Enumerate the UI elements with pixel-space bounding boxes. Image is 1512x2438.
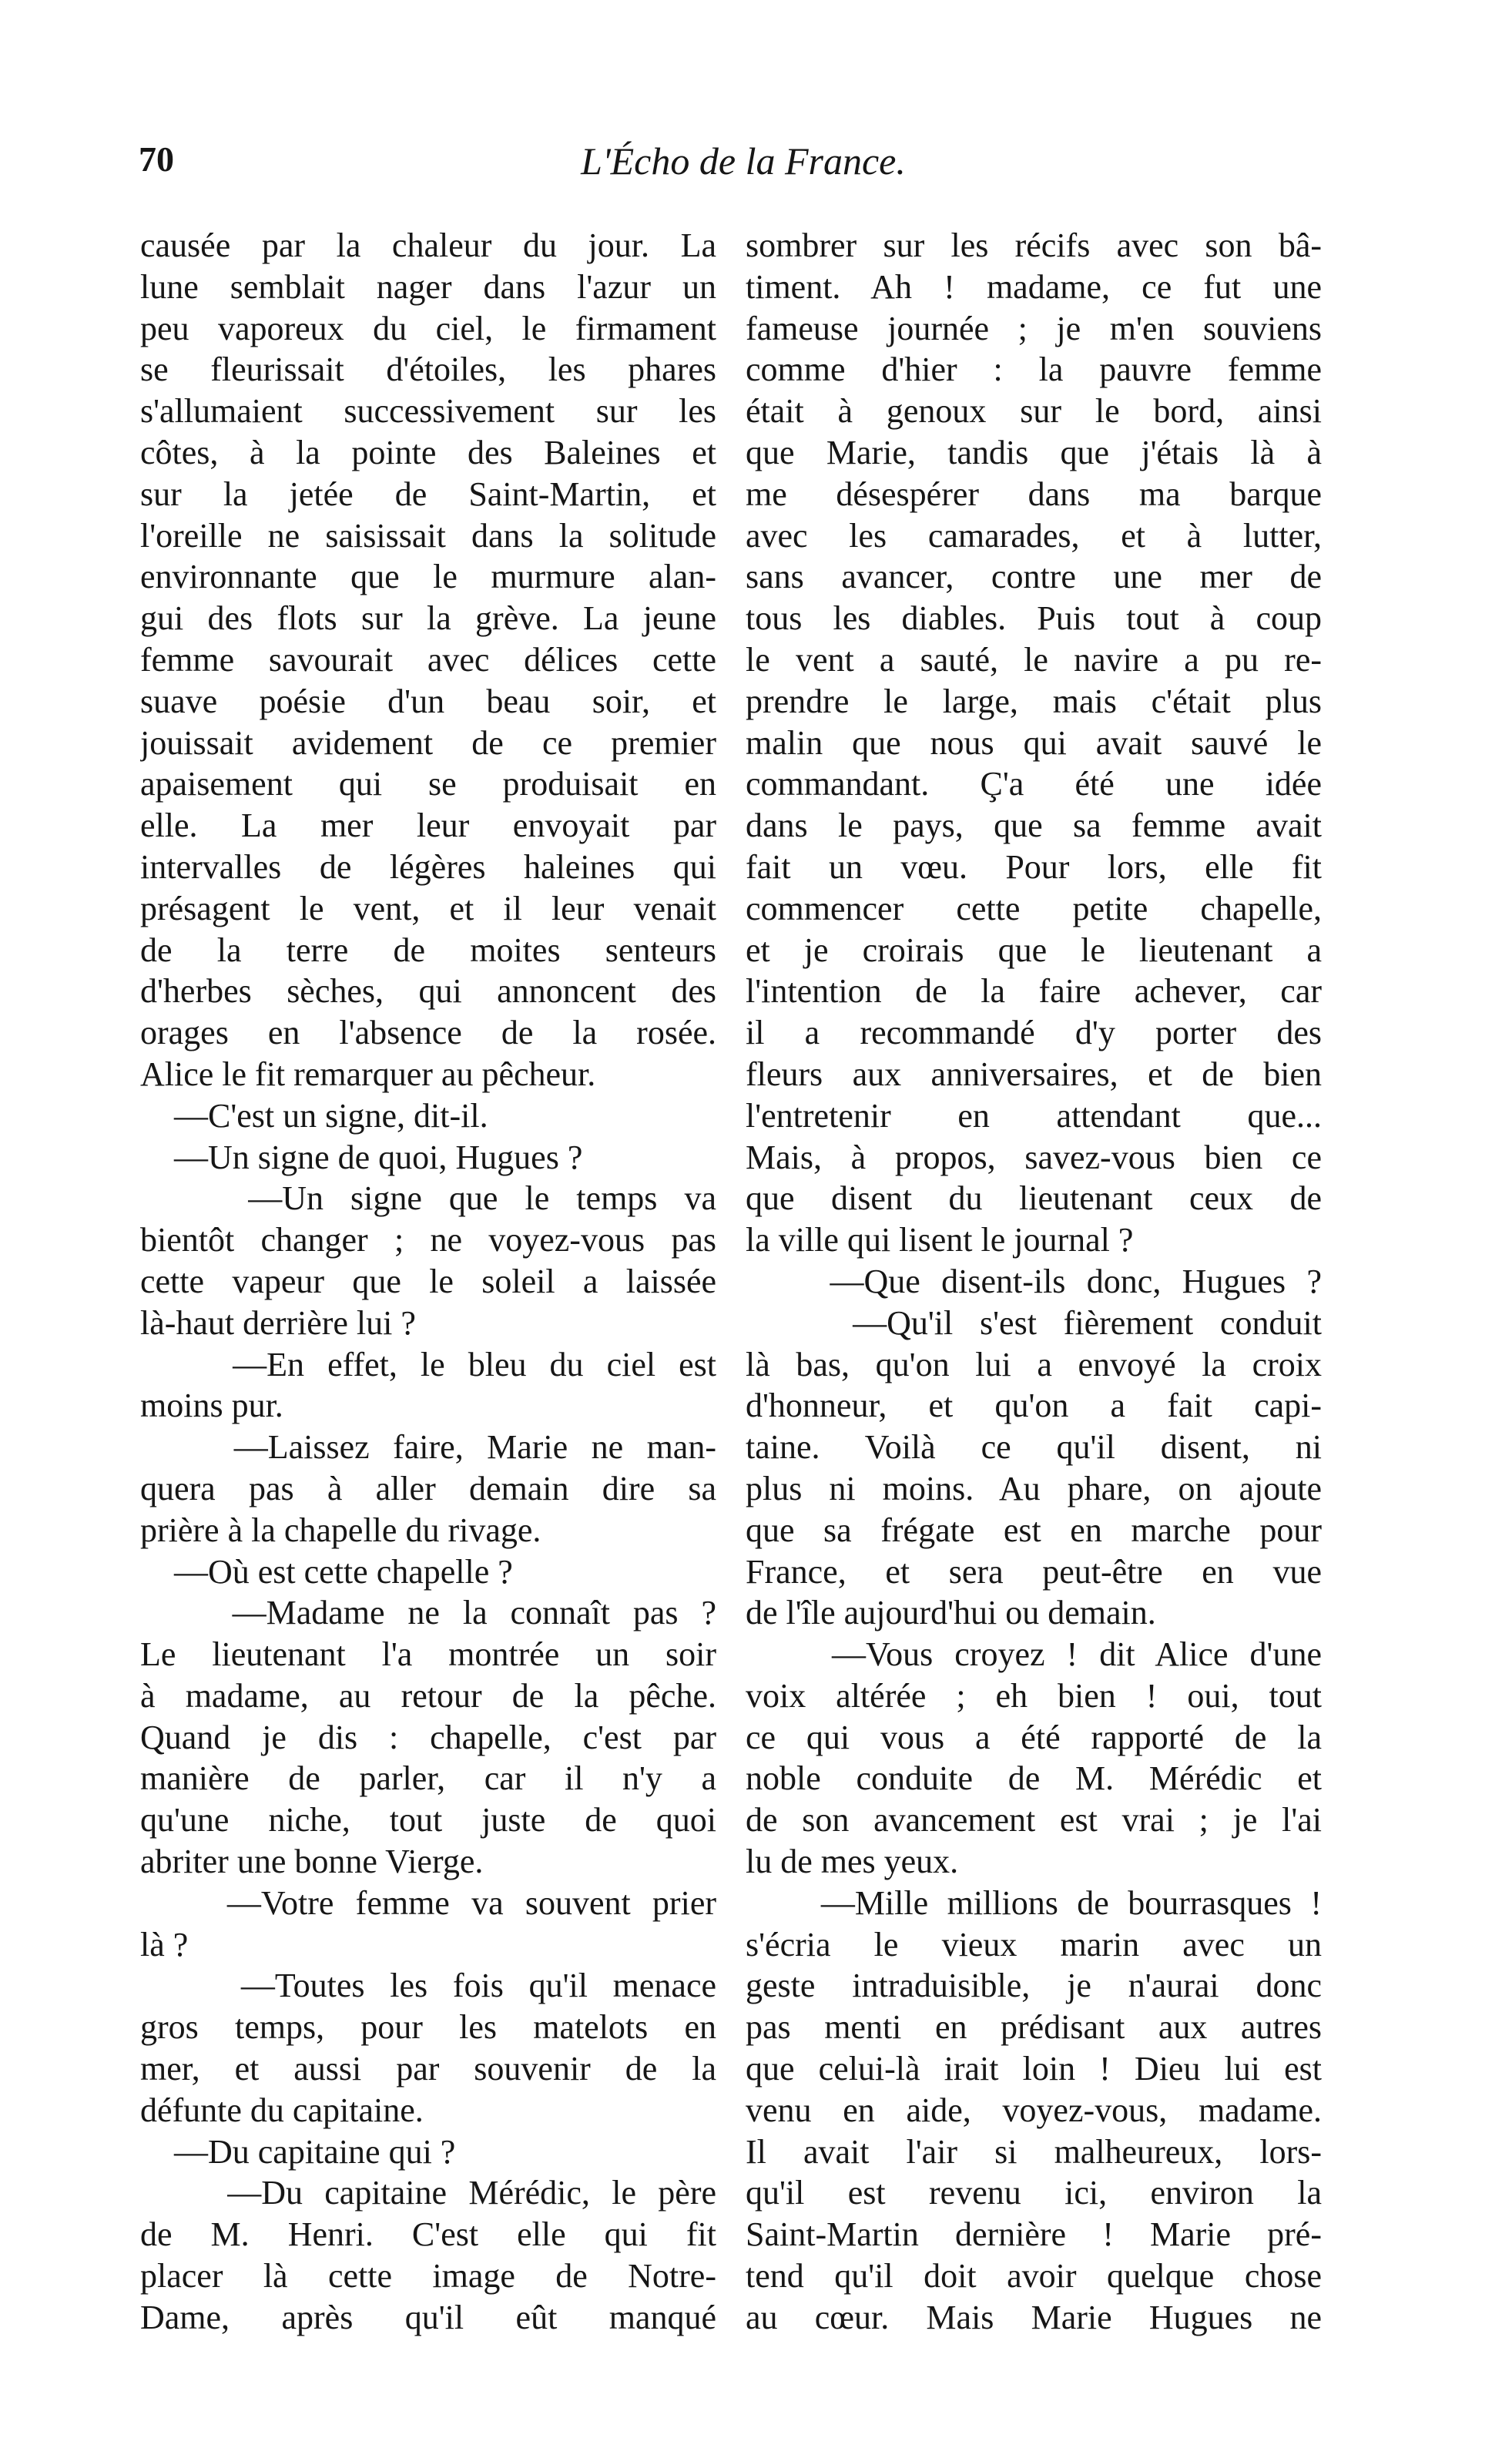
text-line: là bas, qu'on lui a envoyé la croix [746, 1345, 1322, 1383]
text-line: se fleurissait d'étoiles, les phares [140, 350, 716, 389]
text-line: de la terre de moites senteurs [140, 931, 716, 969]
text-line: femme savourait avec délices cette [140, 640, 716, 679]
text-line: tend qu'il doit avoir quelque chose [746, 2257, 1322, 2295]
text-line: —Mille millions de bourrasques ! [746, 1883, 1322, 1922]
text-line: avec les camarades, et à lutter, [746, 516, 1322, 555]
text-line: présagent le vent, et il leur venait [140, 889, 716, 927]
text-line: —Laissez faire, Marie ne man- [140, 1428, 716, 1467]
text-line: timent. Ah ! madame, ce fut une [746, 267, 1322, 306]
text-line: l'intention de la faire achever, car [746, 972, 1322, 1011]
text-line: —Votre femme va souvent prier [140, 1883, 716, 1922]
text-line: mer, et aussi par souvenir de la [140, 2050, 716, 2088]
text-line: de son avancement est vrai ; je l'ai [746, 1801, 1322, 1839]
text-line: Dame, après qu'il eût manqué [140, 2298, 716, 2336]
text-line: prendre le large, mais c'était plus [746, 682, 1322, 720]
text-line: abriter une bonne Vierge. [140, 1843, 484, 1881]
text-line: tous les diables. Puis tout à coup [746, 599, 1322, 638]
text-line: plus ni moins. Au phare, on ajoute [746, 1469, 1322, 1507]
text-line: —Du capitaine qui ? [140, 2132, 456, 2171]
text-line: était à genoux sur le bord, ainsi [746, 392, 1322, 431]
text-line: —Toutes les fois qu'il menace [140, 1967, 716, 2005]
text-line: bientôt changer ; ne voyez-vous pas [140, 1221, 716, 1259]
text-line: —Où est cette chapelle ? [140, 1552, 513, 1591]
text-line: —Qu'il s'est fièrement conduit [746, 1303, 1322, 1342]
text-line: jouissait avidement de ce premier [140, 723, 716, 762]
text-line: environnante que le murmure alan- [140, 558, 716, 596]
text-line: Le lieutenant l'a montrée un soir [140, 1635, 716, 1674]
text-line: voix altérée ; eh bien ! oui, tout [746, 1676, 1322, 1715]
text-line: —Que disent-ils donc, Hugues ? [746, 1262, 1322, 1300]
text-line: Il avait l'air si malheureux, lors- [746, 2132, 1322, 2171]
text-line: sombrer sur les récifs avec son bâ- [746, 226, 1322, 264]
text-line: fait un vœu. Pour lors, elle fit [746, 847, 1322, 886]
text-line: Mais, à propos, savez-vous bien ce [746, 1138, 1322, 1176]
text-line: intervalles de légères haleines qui [140, 847, 716, 886]
text-line: fameuse journée ; je m'en souviens [746, 309, 1322, 347]
text-line: gui des flots sur la grève. La jeune [140, 599, 716, 638]
text-line: France, et sera peut-être en vue [746, 1552, 1322, 1591]
text-line: manière de parler, car il n'y a [140, 1759, 716, 1798]
text-line: d'herbes sèches, qui annoncent des [140, 972, 716, 1011]
text-line: lune semblait nager dans l'azur un [140, 267, 716, 306]
text-line: fleurs aux anniversaires, et de bien [746, 1055, 1322, 1093]
text-line: s'écria le vieux marin avec un [746, 1925, 1322, 1963]
text-line: pas menti en prédisant aux autres [746, 2008, 1322, 2047]
text-line: malin que nous qui avait sauvé le [746, 723, 1322, 762]
text-line: commencer cette petite chapelle, [746, 889, 1322, 927]
text-line: qu'une niche, tout juste de quoi [140, 1801, 716, 1839]
text-line: il a recommandé d'y porter des [746, 1014, 1322, 1052]
text-line: apaisement qui se produisait en [140, 765, 716, 803]
running-title: L'Écho de la France. [581, 139, 906, 183]
text-line: moins pur. [140, 1387, 283, 1425]
text-line: noble conduite de M. Mérédic et [746, 1759, 1322, 1798]
text-line: sans avancer, contre une mer de [746, 558, 1322, 596]
text-line: s'allumaient successivement sur les [140, 392, 716, 431]
text-line: Alice le fit remarquer au pêcheur. [140, 1055, 596, 1093]
text-line: quera pas à aller demain dire sa [140, 1469, 716, 1507]
text-line: lu de mes yeux. [746, 1843, 959, 1881]
text-line: Quand je dis : chapelle, c'est par [140, 1718, 716, 1756]
text-line: l'oreille ne saisissait dans la solitude [140, 516, 716, 555]
text-line: —En effet, le bleu du ciel est [140, 1345, 716, 1383]
left-text-column [140, 225, 716, 2339]
text-line: cette vapeur que le soleil a laissée [140, 1262, 716, 1300]
text-line: et je croirais que le lieutenant a [746, 931, 1322, 969]
text-line: que sa frégate est en marche pour [746, 1511, 1322, 1549]
text-line: —Un signe de quoi, Hugues ? [140, 1138, 583, 1176]
text-line: que Marie, tandis que j'étais là à [746, 433, 1322, 471]
text-line: côtes, à la pointe des Baleines et [140, 433, 716, 471]
text-line: sur la jetée de Saint-Martin, et [140, 475, 716, 513]
text-line: que disent du lieutenant ceux de [746, 1179, 1322, 1218]
right-text-column [746, 225, 1322, 2339]
page-header [139, 139, 1348, 185]
text-line: comme d'hier : la pauvre femme [746, 350, 1322, 389]
text-line: de M. Henri. C'est elle qui fit [140, 2215, 716, 2254]
text-line: de l'île aujourd'hui ou demain. [746, 1594, 1156, 1632]
text-line: venu en aide, voyez-vous, madame. [746, 2091, 1322, 2129]
text-line: défunte du capitaine. [140, 2091, 424, 2129]
text-line: —Vous croyez ! dit Alice d'une [746, 1635, 1322, 1674]
text-line: dans le pays, que sa femme avait [746, 807, 1322, 845]
text-line: —Un signe que le temps va [140, 1179, 716, 1218]
text-line: gros temps, pour les matelots en [140, 2008, 716, 2047]
text-line: l'entretenir en attendant que... [746, 1096, 1322, 1135]
text-line: à madame, au retour de la pêche. [140, 1676, 716, 1715]
text-line: le vent a sauté, le navire a pu re- [746, 640, 1322, 679]
page-number: 70 [139, 139, 174, 179]
text-line: prière à la chapelle du rivage. [140, 1511, 541, 1549]
text-line: suave poésie d'un beau soir, et [140, 682, 716, 720]
text-line: ce qui vous a été rapporté de la [746, 1718, 1322, 1756]
text-line: Saint-Martin dernière ! Marie pré- [746, 2215, 1322, 2254]
text-line: me désespérer dans ma barque [746, 475, 1322, 513]
text-line: causée par la chaleur du jour. La [140, 226, 716, 264]
text-line: —Madame ne la connaît pas ? [140, 1594, 716, 1632]
text-line: peu vaporeux du ciel, le firmament [140, 309, 716, 347]
text-line: placer là cette image de Notre- [140, 2257, 716, 2295]
text-line: la ville qui lisent le journal ? [746, 1221, 1134, 1259]
text-line: là-haut derrière lui ? [140, 1303, 416, 1342]
text-line: commandant. Ç'a été une idée [746, 765, 1322, 803]
text-line: taine. Voilà ce qu'il disent, ni [746, 1428, 1322, 1467]
text-line: au cœur. Mais Marie Hugues ne [746, 2298, 1322, 2336]
text-line: —C'est un signe, dit-il. [140, 1096, 488, 1135]
text-line: —Du capitaine Mérédic, le père [140, 2174, 716, 2212]
text-line: qu'il est revenu ici, environ la [746, 2174, 1322, 2212]
text-line: elle. La mer leur envoyait par [140, 807, 716, 845]
text-line: là ? [140, 1925, 189, 1963]
text-line: d'honneur, et qu'on a fait capi- [746, 1387, 1322, 1425]
text-line: orages en l'absence de la rosée. [140, 1014, 716, 1052]
text-line: que celui-là irait loin ! Dieu lui est [746, 2050, 1322, 2088]
text-line: geste intraduisible, je n'aurai donc [746, 1967, 1322, 2005]
